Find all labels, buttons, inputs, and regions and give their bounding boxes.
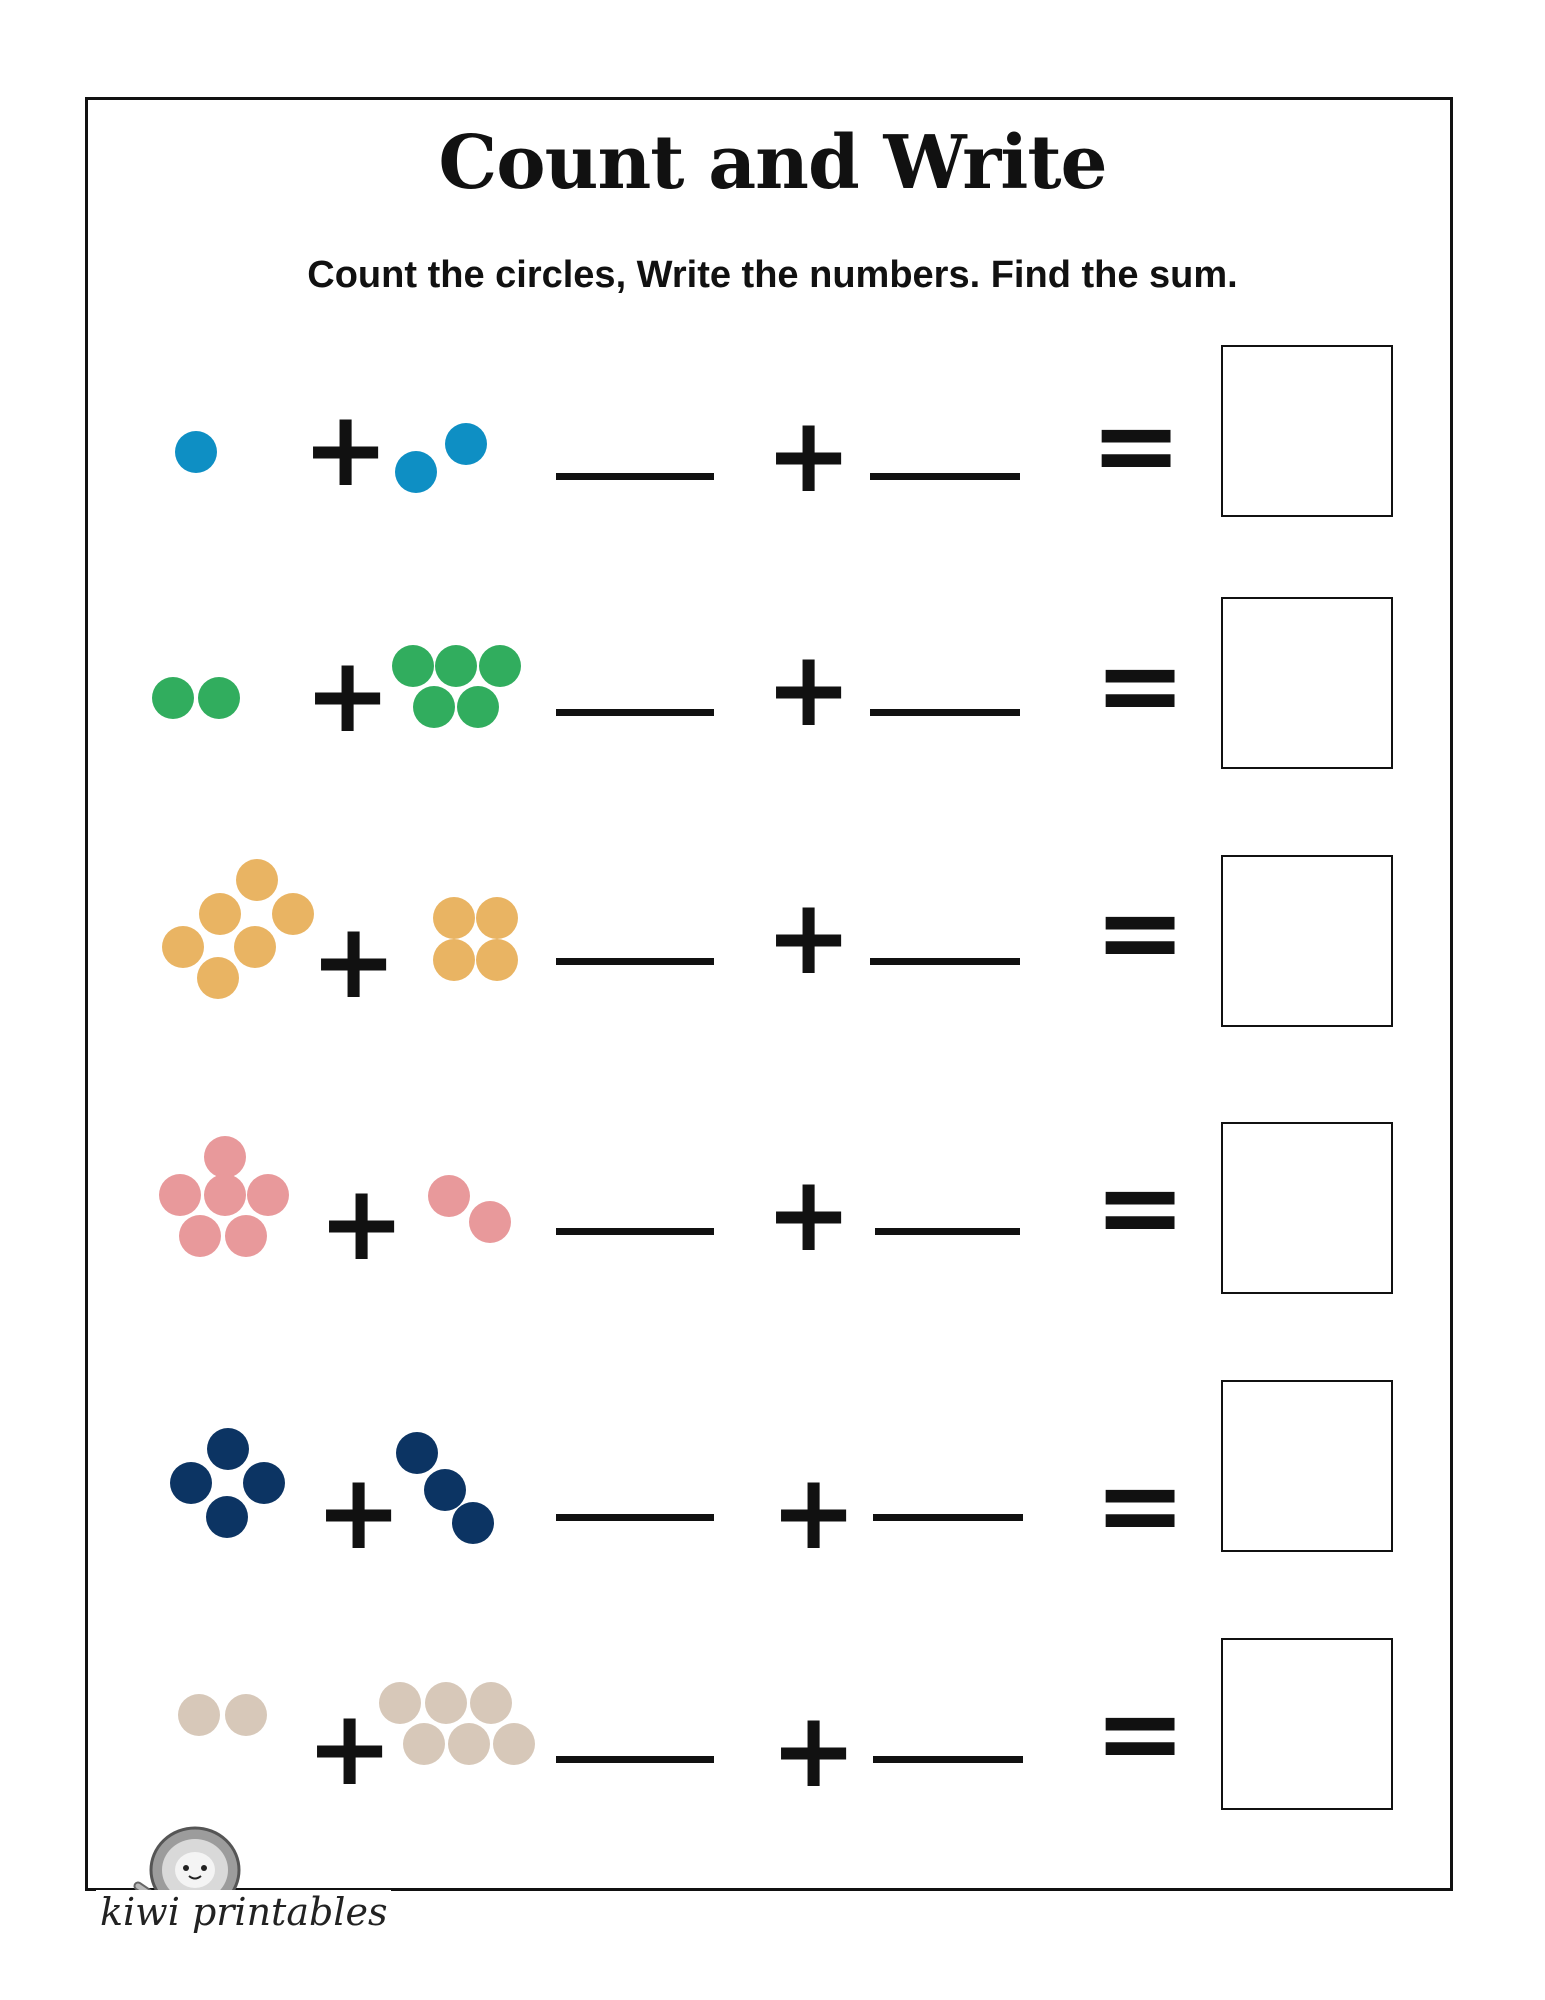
left-circle-group xyxy=(175,431,217,473)
answer-blank-1[interactable] xyxy=(556,473,714,480)
sum-answer-box[interactable] xyxy=(1221,855,1393,1027)
right-circle-group xyxy=(396,1432,494,1544)
answer-blank-1[interactable] xyxy=(556,1228,714,1235)
answer-blank-1[interactable] xyxy=(556,1514,714,1521)
plus-sign-blanks: + xyxy=(765,628,853,750)
equals-sign: = xyxy=(1094,1441,1187,1569)
answer-blank-2[interactable] xyxy=(873,1756,1023,1763)
answer-blank-2[interactable] xyxy=(875,1228,1020,1235)
worksheet-title: Count and Write xyxy=(438,120,1107,206)
equals-sign: = xyxy=(1094,1669,1187,1797)
problem-row-2 xyxy=(0,597,1545,777)
answer-blank-1[interactable] xyxy=(556,958,714,965)
problem-row-1 xyxy=(0,345,1545,525)
right-circle-group xyxy=(433,897,518,981)
answer-blank-2[interactable] xyxy=(870,473,1020,480)
plus-sign-counters: + xyxy=(315,1451,403,1573)
right-circle-group xyxy=(392,645,521,728)
equals-sign: = xyxy=(1094,621,1187,749)
plus-sign-blanks: + xyxy=(765,394,853,516)
left-circle-group xyxy=(170,1428,285,1538)
worksheet-instructions: Count the circles, Write the numbers. Find the sum. xyxy=(307,254,1238,296)
left-circle-group xyxy=(178,1694,267,1736)
brand-logo-text: kiwi printables xyxy=(96,1890,391,1934)
left-circle-group xyxy=(152,677,240,719)
right-circle-group xyxy=(428,1175,511,1243)
plus-sign-counters: + xyxy=(318,1162,406,1284)
answer-blank-1[interactable] xyxy=(556,1756,714,1763)
plus-sign-counters: + xyxy=(304,634,392,756)
equals-sign: = xyxy=(1090,381,1183,509)
answer-blank-2[interactable] xyxy=(870,709,1020,716)
plus-sign-blanks: + xyxy=(770,1689,858,1811)
plus-sign-counters: + xyxy=(310,900,398,1022)
plus-sign-counters: + xyxy=(306,1687,394,1809)
problem-row-3 xyxy=(0,855,1545,1035)
sum-answer-box[interactable] xyxy=(1221,1638,1393,1810)
left-circle-group xyxy=(162,859,314,999)
plus-sign-blanks: + xyxy=(770,1451,858,1573)
equals-sign: = xyxy=(1094,868,1187,996)
sum-answer-box[interactable] xyxy=(1221,345,1393,517)
plus-sign-blanks: + xyxy=(765,1153,853,1275)
answer-blank-1[interactable] xyxy=(556,709,714,716)
problem-row-6 xyxy=(0,1638,1545,1818)
answer-blank-2[interactable] xyxy=(870,958,1020,965)
problem-row-5 xyxy=(0,1380,1545,1573)
plus-sign-counters: + xyxy=(302,388,390,510)
equals-sign: = xyxy=(1094,1143,1187,1271)
left-circle-group xyxy=(159,1136,289,1257)
right-circle-group xyxy=(395,423,487,493)
sum-answer-box[interactable] xyxy=(1221,1122,1393,1294)
sum-answer-box[interactable] xyxy=(1221,597,1393,769)
right-circle-group xyxy=(379,1682,535,1765)
sum-answer-box[interactable] xyxy=(1221,1380,1393,1552)
plus-sign-blanks: + xyxy=(765,876,853,998)
answer-blank-2[interactable] xyxy=(873,1514,1023,1521)
problem-row-4 xyxy=(0,1122,1545,1302)
kiwi-mascot-icon xyxy=(92,1808,302,1968)
